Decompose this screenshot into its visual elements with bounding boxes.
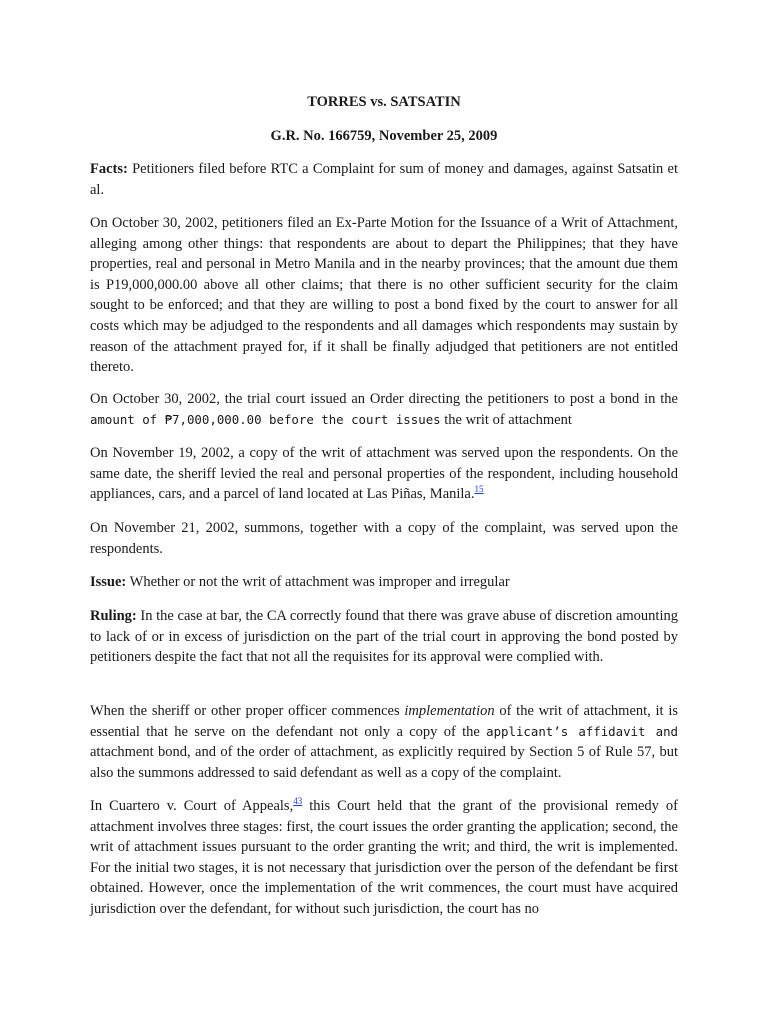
sheriff-text-mono: applicant’s affidavit and (486, 723, 678, 739)
motion-paragraph: On October 30, 2002, petitioners filed an Ex-Parte Motion for the Issuance of a Writ of Attachment, alleging among other things: that respondents are about to depart the Philippines; that they have properties, real and personal in Metro Manila and in the nearby provinces; that the amount due them is P19,000,000.00 above all other claims; that there is no other sufficient security for the claim sought to be enforced; and that they are willing to post a bond fixed by the court to answer for all costs which may be adjudged to the respondents and all damages which respondents may sustain by reason of the attachment prayed for, if it shall be finally adjudged that petitioners are not entitled thereto. (90, 215, 678, 376)
sheriff-italic: implementation (404, 703, 495, 719)
cuartero-text-b: this Court held that the grant of the provisional remedy of attachment involves three stages: first, the court issues the order granting the application; second, the writ of attachment issues pursuant to the order granting the writ; and third, the writ is implemented. For the initial two stages, it is not necessary that jurisdiction over the person of the defendant be first obtained. However, once the implementation of the writ commences, the court must have acquired jurisdiction over the defendant, for without such jurisdiction, the court has no (90, 798, 679, 917)
cuartero-text-a: In Cuartero v. Court of Appeals, (90, 798, 294, 814)
facts-label: Facts: (90, 161, 128, 177)
footnote-link-43[interactable]: 43 (293, 796, 303, 807)
issue-label: Issue: (90, 574, 127, 590)
facts-text: Petitioners filed before RTC a Complaint for sum of money and damages, against Satsatin et al. (90, 161, 678, 198)
cuartero-paragraph (90, 796, 678, 920)
nov21-paragraph: On November 21, 2002, summons, together with a copy of the complaint, was served upon the respondents. (90, 520, 678, 557)
ruling-text: In the case at bar, the CA correctly found that there was grave abuse of discretion amounting to lack of or in excess of jurisdiction on the part of the trial court in approving the bond posted by petitioners despite the fact that not all the requisites for its approval were complied with. (90, 608, 678, 666)
sheriff-paragraph (90, 701, 678, 783)
nov19-paragraph (90, 443, 678, 505)
footnote-link-15[interactable]: 15 (474, 484, 484, 495)
sheriff-text-c: attachment bond, and of the order of attachment, as explicitly required by Section 5 of Rule 57, but also the summons addressed to said defendant as well as a copy of the complaint. (90, 744, 678, 781)
ruling-label: Ruling: (90, 608, 137, 624)
facts-paragraph (90, 159, 678, 200)
case-title: TORRES vs. SATSATIN (307, 94, 461, 110)
nov19-text: On November 19, 2002, a copy of the writ of attachment was served upon the respondents. On the same date, the sheriff levied the real and personal properties of the respondent, including household appliances, cars, and a parcel of land located at Las Piñas, Manila. (90, 445, 678, 503)
order-paragraph (90, 389, 678, 430)
order-text-a: On October 30, 2002, the trial court issued an Order directing the petitioners to post a bond in the (90, 391, 678, 407)
order-text-mono: amount of ₱7,000,000.00 before the court issues (90, 411, 441, 427)
issue-paragraph (90, 572, 678, 593)
issue-text: Whether or not the writ of attachment was improper and irregular (126, 574, 510, 590)
case-number: G.R. No. 166759, November 25, 2009 (270, 128, 498, 144)
sheriff-text-a: When the sheriff or other proper officer commences (90, 703, 405, 719)
sheriff-text-b: of the writ of attachment, it is essential that he serve on the defendant not only a copy of the (90, 703, 678, 740)
order-text-b: the writ of attachment (440, 411, 572, 428)
ruling-paragraph (90, 606, 678, 668)
